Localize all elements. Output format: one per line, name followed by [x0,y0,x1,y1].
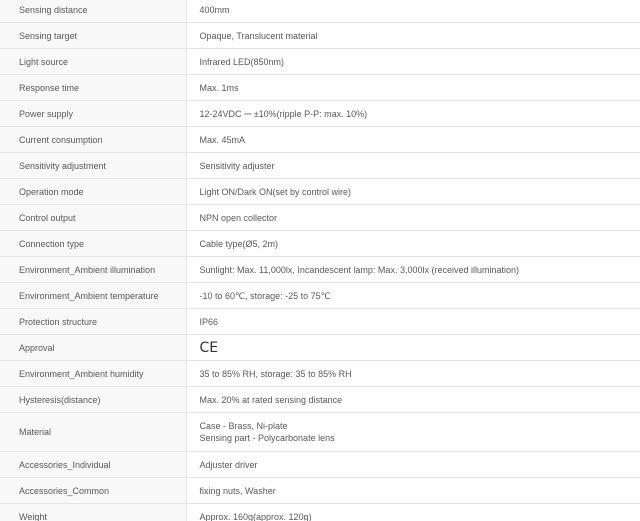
spec-value: Adjuster driver [186,452,640,478]
spec-row-weight [0,504,640,521]
spec-label: Current consumption [0,127,186,153]
spec-value: 12-24VDC ⎓ ±10%(ripple P-P: max. 10%) [186,101,640,127]
spec-row-accessories-common [0,478,640,504]
spec-row-accessories-individual [0,452,640,478]
spec-row-hysteresis [0,387,640,413]
spec-value: -10 to 60℃, storage: -25 to 75℃ [186,283,640,309]
spec-value [186,413,640,452]
spec-label: Protection structure [0,309,186,335]
spec-row-current-consumption [0,127,640,153]
spec-value-line: Case - Brass, Ni-plate [199,421,288,431]
spec-row-control-output [0,205,640,231]
spec-label: Accessories_Common [0,478,186,504]
spec-label: Material [0,413,186,452]
spec-row-ambient-illumination [0,257,640,283]
spec-label: Connection type [0,231,186,257]
spec-value: Cable type(Ø5, 2m) [186,231,640,257]
spec-label: Response time [0,75,186,101]
spec-row-power-supply [0,101,640,127]
spec-value: Sensitivity adjuster [186,153,640,179]
spec-label: Sensing distance [0,0,186,23]
spec-label: Sensing target [0,23,186,49]
spec-label: Weight [0,504,186,521]
spec-row-approval [0,335,640,361]
spec-row-sensing-target [0,23,640,49]
spec-value: Max. 20% at rated sensing distance [186,387,640,413]
spec-value: Approx. 160g(approx. 120g) [186,504,640,521]
spec-row-material [0,413,640,452]
spec-value: fixing nuts, Washer [186,478,640,504]
spec-value: Opaque, Translucent material [186,23,640,49]
spec-label: Control output [0,205,186,231]
spec-value: NPN open collector [186,205,640,231]
spec-label: Environment_Ambient illumination [0,257,186,283]
spec-label: Hysteresis(distance) [0,387,186,413]
spec-value: Max. 45mA [186,127,640,153]
spec-label: Sensitivity adjustment [0,153,186,179]
spec-row-operation-mode [0,179,640,205]
spec-label: Environment_Ambient temperature [0,283,186,309]
spec-value: Infrared LED(850nm) [186,49,640,75]
spec-row-connection-type [0,231,640,257]
spec-label: Accessories_Individual [0,452,186,478]
spec-row-sensing-distance [0,0,640,23]
ce-mark-icon: CE [199,339,219,356]
spec-label: Operation mode [0,179,186,205]
spec-value: Light ON/Dark ON(set by control wire) [186,179,640,205]
spec-value: 35 to 85% RH, storage: 35 to 85% RH [186,361,640,387]
spec-label: Environment_Ambient humidity [0,361,186,387]
spec-value: Max. 1ms [186,75,640,101]
spec-row-ambient-humidity [0,361,640,387]
spec-value: 400mm [186,0,640,23]
spec-row-sensitivity-adjustment [0,153,640,179]
spec-row-response-time [0,75,640,101]
spec-label: Power supply [0,101,186,127]
spec-row-light-source [0,49,640,75]
spec-label: Light source [0,49,186,75]
spec-row-ambient-temperature [0,283,640,309]
spec-row-protection-structure [0,309,640,335]
spec-value: Sunlight: Max. 11,000lx, Incandescent lamp: Max. 3,000lx (received illumination) [186,257,640,283]
spec-label: Approval [0,335,186,361]
spec-value-line: Sensing part - Polycarbonate lens [199,433,335,443]
spec-value: IP66 [186,309,640,335]
spec-value [186,335,640,361]
